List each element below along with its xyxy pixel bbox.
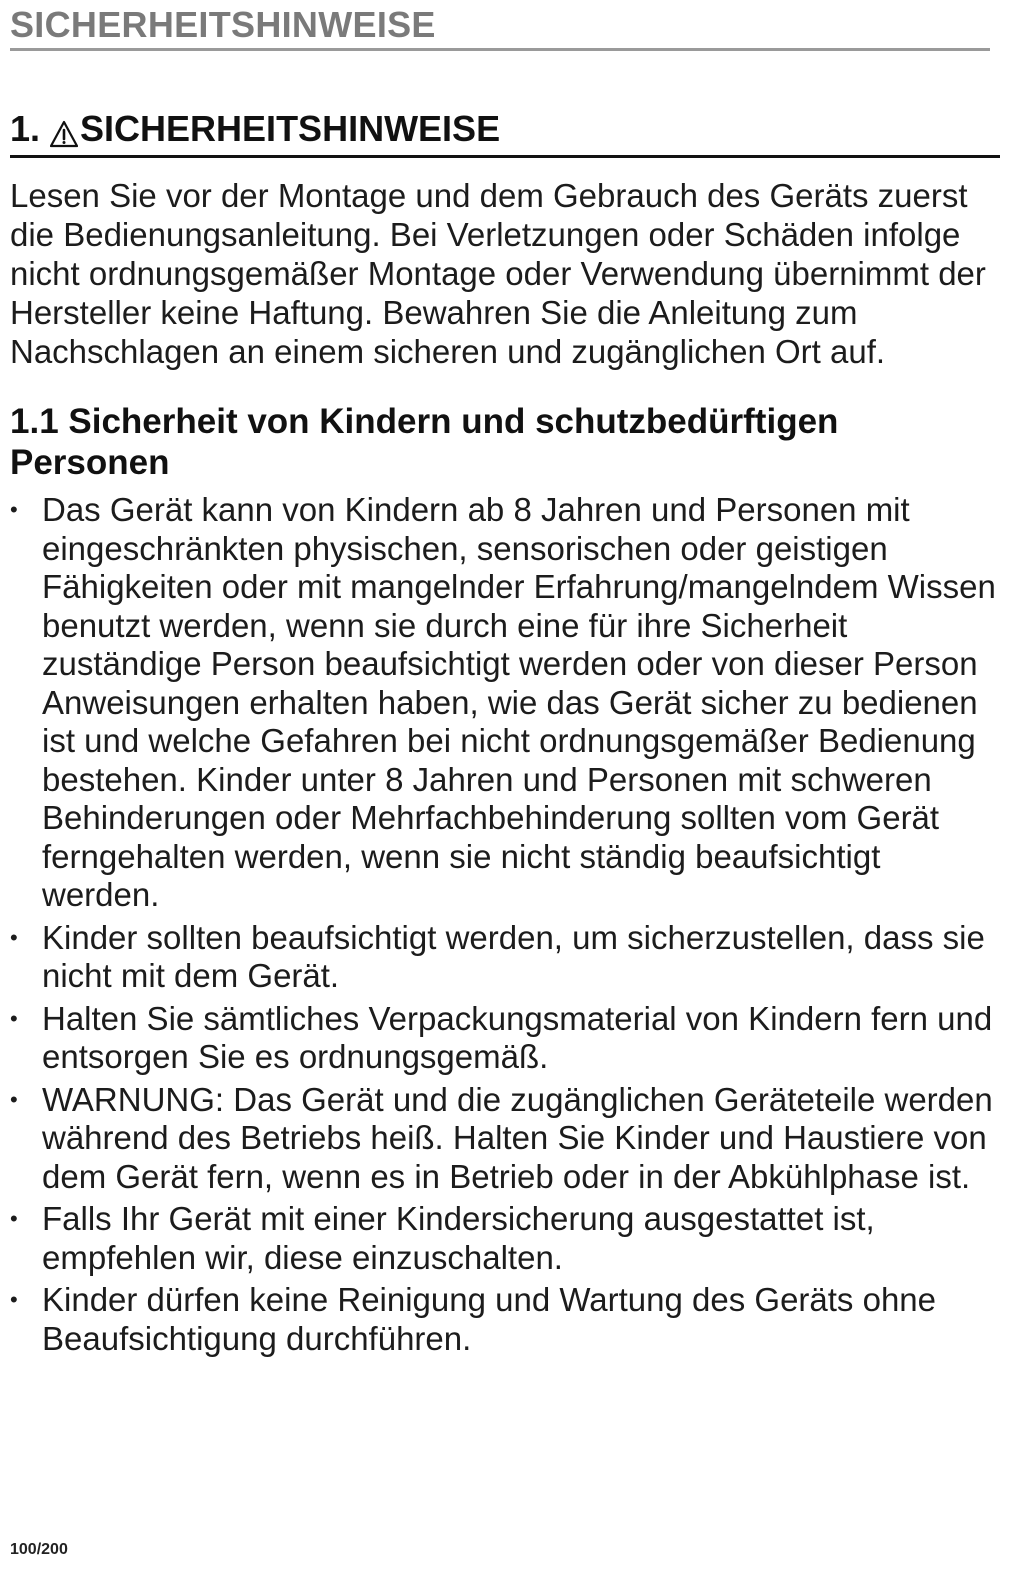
document-page bbox=[10, 0, 1000, 1362]
safety-bullet-list bbox=[10, 491, 1000, 1358]
list-item-text: Das Gerät kann von Kindern ab 8 Jahren und Personen mit eingeschränkten physischen, sensorischen oder geistigen Fähigkeiten oder mit mangelnder Erfahrung/mangelndem Wissen benutzt werden, wenn sie durch eine für ihre Sicherheit zuständige Person beaufsichtigt werden oder von dieser Person Anweisungen erhalten haben, wie das Gerät sicher zu bedienen ist und welche Gefahren bei nicht ordnungsgemäßer Bedienung bestehen. Kinder unter 8 Jahren und Personen mit schweren Behinderungen oder Mehrfachbehinderung sollten vom Gerät ferngehalten werden, wenn sie nicht ständig beaufsichtigt werden. bbox=[42, 491, 996, 913]
section-heading-text: SICHERHEITSHINWEISE bbox=[80, 108, 501, 149]
list-item bbox=[10, 1000, 1000, 1077]
bullet-icon: • bbox=[10, 1005, 18, 1031]
bullet-icon: • bbox=[10, 1086, 18, 1112]
list-item-text: Falls Ihr Gerät mit einer Kindersicherung ausgestattet ist, empfehlen wir, diese einzuschalten. bbox=[42, 1200, 875, 1276]
list-item-text: Kinder dürfen keine Reinigung und Wartung des Geräts ohne Beaufsichtigung durchführen. bbox=[42, 1281, 937, 1357]
list-item-text: Kinder sollten beaufsichtigt werden, um sicherzustellen, dass sie nicht mit dem Gerät. bbox=[42, 918, 985, 994]
list-item bbox=[10, 1281, 1000, 1358]
list-item bbox=[10, 1200, 1000, 1277]
bullet-icon: • bbox=[10, 497, 18, 522]
section-title bbox=[10, 107, 1000, 158]
bullet-icon: • bbox=[10, 924, 18, 950]
list-item-text: Halten Sie sämtliches Verpackungsmaterial von Kindern fern und entsorgen Sie es ordnungsgemäß. bbox=[42, 999, 993, 1075]
list-item bbox=[10, 919, 1000, 996]
warning-triangle-icon bbox=[50, 114, 78, 142]
list-item bbox=[10, 491, 1000, 915]
page-number: 100/200 bbox=[10, 1541, 68, 1558]
list-item-text: WARNUNG: Das Gerät und die zugänglichen Geräteteile werden während des Betriebs heiß. Halten Sie Kinder und Haustiere von dem Gerät fern, wenn es in Betrieb oder in der Abkühlphase ist. bbox=[42, 1080, 993, 1195]
bullet-icon: • bbox=[10, 1287, 18, 1312]
running-header: SICHERHEITSHINWEISE bbox=[10, 0, 990, 51]
section-number: 1. bbox=[10, 108, 41, 149]
subsection-title: 1.1 Sicherheit von Kindern und schutzbedürftigen Personen bbox=[10, 402, 839, 482]
bullet-icon: • bbox=[10, 1206, 18, 1231]
list-item bbox=[10, 1081, 1000, 1197]
intro-paragraph: Lesen Sie vor der Montage und dem Gebrauch des Geräts zuerst die Bedienungsanleitung. Bei Verletzungen oder Schäden infolge nicht ordnungsgemäßer Montage oder Verwendung übernimmt der Hersteller keine Haftung. Bewahren Sie die Anleitung zum Nachschlagen an einem sicheren und zugänglichen Ort auf. bbox=[10, 177, 986, 370]
